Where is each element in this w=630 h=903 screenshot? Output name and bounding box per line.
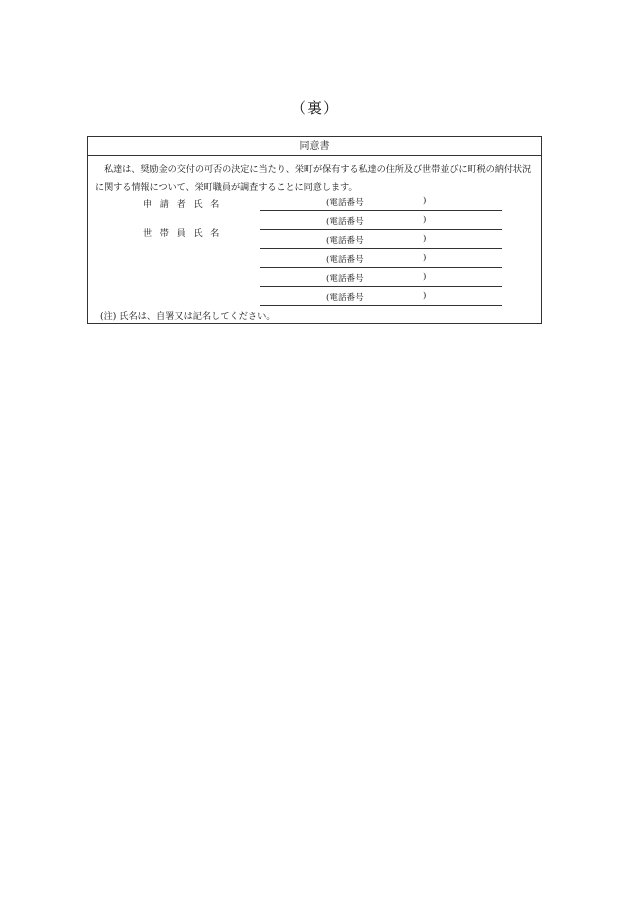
signature-line-6[interactable] xyxy=(260,305,502,306)
phone-field-4[interactable] xyxy=(326,253,436,265)
phone-open-label: (電話番号 xyxy=(326,255,364,265)
phone-close-paren: ) xyxy=(423,234,427,244)
consent-body-text: 私達は、奨励金の交付の可否の決定に当たり、栄町が保有する私達の住所及び世帯並びに町税の納付状況に関する情報について、栄町職員が調査することに同意します。 xyxy=(95,164,532,193)
phone-field-2[interactable] xyxy=(326,215,436,227)
phone-close-paren: ) xyxy=(423,272,427,282)
signature-line-5[interactable] xyxy=(260,286,502,287)
phone-field-1[interactable] xyxy=(326,196,436,208)
phone-open-label: (電話番号 xyxy=(326,217,364,227)
phone-field-3[interactable] xyxy=(326,234,436,246)
signature-line-4[interactable] xyxy=(260,267,502,268)
signature-line-3[interactable] xyxy=(260,248,502,249)
phone-open-label: (電話番号 xyxy=(326,198,364,208)
phone-field-5[interactable] xyxy=(326,272,436,284)
phone-close-paren: ) xyxy=(423,196,427,206)
consent-title: 同意書 xyxy=(88,137,541,156)
consent-form xyxy=(87,136,542,324)
phone-field-6[interactable] xyxy=(326,291,436,303)
signature-line-2[interactable] xyxy=(260,229,502,230)
household-member-name-label: 世帯員氏名 xyxy=(143,228,227,239)
phone-close-paren: ) xyxy=(423,215,427,225)
applicant-name-label: 申請者氏名 xyxy=(143,199,227,210)
signature-note: (注) 氏名は、自署又は記名してください。 xyxy=(100,311,276,322)
phone-open-label: (電話番号 xyxy=(326,274,364,284)
phone-open-label: (電話番号 xyxy=(326,236,364,246)
page-side-label: （裏） xyxy=(290,99,339,117)
phone-close-paren: ) xyxy=(423,253,427,263)
phone-open-label: (電話番号 xyxy=(326,293,364,303)
phone-close-paren: ) xyxy=(423,291,427,301)
signature-line-1[interactable] xyxy=(260,210,502,211)
